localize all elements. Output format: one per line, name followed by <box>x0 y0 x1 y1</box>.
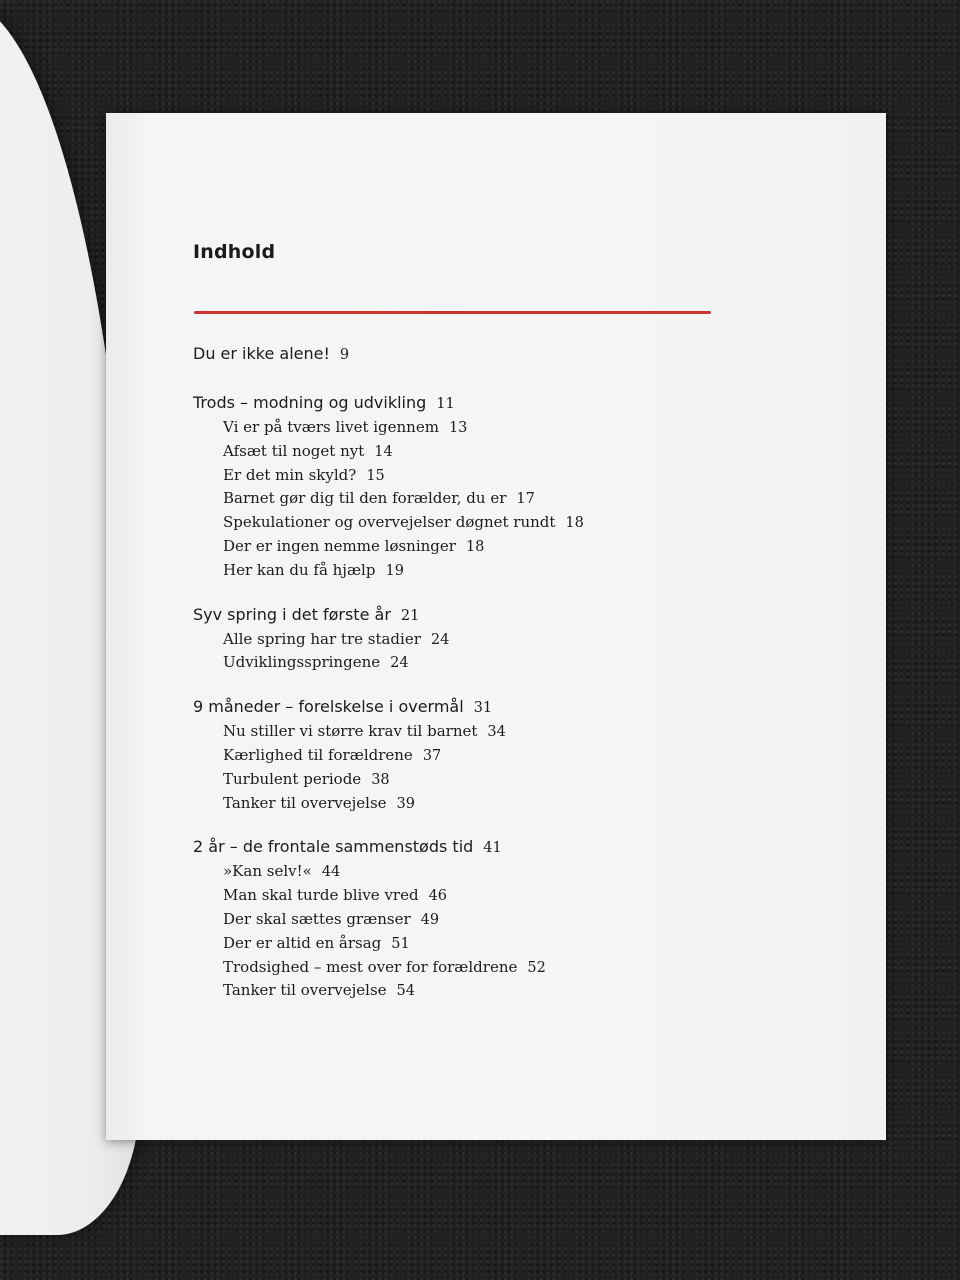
chapter-title: 9 måneder – forelskelse i overmål <box>193 697 464 717</box>
chapter-page-number: 21 <box>400 607 420 624</box>
toc-subentry[interactable] <box>193 440 793 464</box>
subentry-page-number: 46 <box>428 888 448 905</box>
toc-section <box>193 392 793 583</box>
subentry-title: Afsæt til noget nyt <box>223 441 365 460</box>
toc-subentry[interactable] <box>193 511 793 535</box>
subentry-title: Udviklingsspringene <box>223 653 381 672</box>
subentry-title: Barnet gør dig til den forælder, du er <box>223 489 507 508</box>
subentry-page-number: 15 <box>366 467 385 484</box>
chapter-page-number: 41 <box>483 840 502 857</box>
toc-subentry[interactable] <box>193 768 793 792</box>
chapter-page-number: 11 <box>436 396 455 412</box>
toc-subentry[interactable] <box>193 908 793 932</box>
subentry-title: Der er ingen nemme løsninger <box>223 536 456 555</box>
toc-chapter-entry[interactable] <box>193 696 793 720</box>
subentry-title: Vi er på tværs livet igennem <box>223 418 439 436</box>
subentry-title: »Kan selv!« <box>223 862 312 881</box>
toc-subentry[interactable] <box>193 628 793 652</box>
toc-subentry[interactable] <box>193 956 793 980</box>
subentry-page-number: 52 <box>527 959 546 976</box>
chapter-title: Syv spring i det første år <box>193 604 391 624</box>
subentry-page-number: 24 <box>430 631 450 648</box>
subentry-page-number: 51 <box>391 935 410 952</box>
subentry-title: Alle spring har tre stadier <box>223 629 421 648</box>
toc-subentry[interactable] <box>193 884 793 908</box>
subentry-page-number: 24 <box>390 655 409 672</box>
toc-subentry[interactable] <box>193 932 793 956</box>
subentry-title: Der skal sættes grænser <box>223 909 411 928</box>
chapter-title: 2 år – de frontale sammenstøds tid <box>193 837 474 857</box>
subentry-title: Der er altid en årsag <box>223 933 382 952</box>
toc-subentry[interactable] <box>193 464 793 488</box>
subentry-title: Spekulationer og overvejelser døgnet rundt <box>223 513 556 532</box>
subentry-title: Man skal turde blive vred <box>223 886 419 905</box>
toc-subentry[interactable] <box>193 720 793 744</box>
toc-section <box>193 343 793 367</box>
chapter-title: Du er ikke alene! <box>193 344 330 363</box>
subentry-title: Her kan du få hjælp <box>223 560 376 579</box>
toc-subentry[interactable] <box>193 651 793 675</box>
page-title: Indhold <box>193 241 276 263</box>
toc-section <box>193 836 793 1003</box>
toc-section <box>193 696 793 815</box>
subentry-page-number: 14 <box>374 443 393 460</box>
subentry-title: Tanker til overvejelse <box>223 981 387 1000</box>
subentry-title: Tanker til overvejelse <box>223 793 387 812</box>
toc-chapter-entry[interactable] <box>193 604 793 628</box>
toc-section <box>193 604 793 676</box>
toc-subentry[interactable] <box>193 744 793 768</box>
subentry-page-number: 19 <box>385 562 404 579</box>
toc-subentry[interactable] <box>193 559 793 583</box>
toc-subentry[interactable] <box>193 535 793 559</box>
subentry-page-number: 44 <box>321 864 341 881</box>
toc-subentry[interactable] <box>193 416 793 440</box>
toc-chapter-entry[interactable] <box>193 836 793 860</box>
toc-chapter-entry[interactable] <box>193 343 793 367</box>
chapter-title: Trods – modning og udvikling <box>193 393 427 412</box>
toc-subentry[interactable] <box>193 792 793 816</box>
toc-subentry[interactable] <box>193 487 793 511</box>
subentry-page-number: 17 <box>516 491 535 508</box>
toc-chapter-entry[interactable] <box>193 392 793 416</box>
toc-subentry[interactable] <box>193 860 793 884</box>
subentry-page-number: 34 <box>487 724 506 741</box>
subentry-title: Kærlighed til forældrene <box>223 745 413 764</box>
table-of-contents <box>193 343 793 1024</box>
chapter-page-number: 31 <box>473 700 493 717</box>
toc-subentry[interactable] <box>193 979 793 1003</box>
subentry-page-number: 39 <box>396 795 415 812</box>
subentry-page-number: 18 <box>565 515 584 532</box>
subentry-page-number: 54 <box>396 983 415 1000</box>
subentry-page-number: 18 <box>465 538 485 555</box>
subentry-page-number: 13 <box>448 420 468 436</box>
subentry-page-number: 38 <box>371 771 390 788</box>
subentry-title: Er det min skyld? <box>223 465 357 484</box>
red-divider-rule <box>194 311 711 314</box>
subentry-page-number: 49 <box>420 911 440 928</box>
subentry-title: Nu stiller vi større krav til barnet <box>223 722 478 741</box>
book-page <box>106 113 886 1140</box>
chapter-page-number: 9 <box>339 347 350 363</box>
subentry-page-number: 37 <box>422 747 442 764</box>
subentry-title: Trodsighed – mest over for forældrene <box>223 957 518 976</box>
subentry-title: Turbulent periode <box>223 769 362 788</box>
